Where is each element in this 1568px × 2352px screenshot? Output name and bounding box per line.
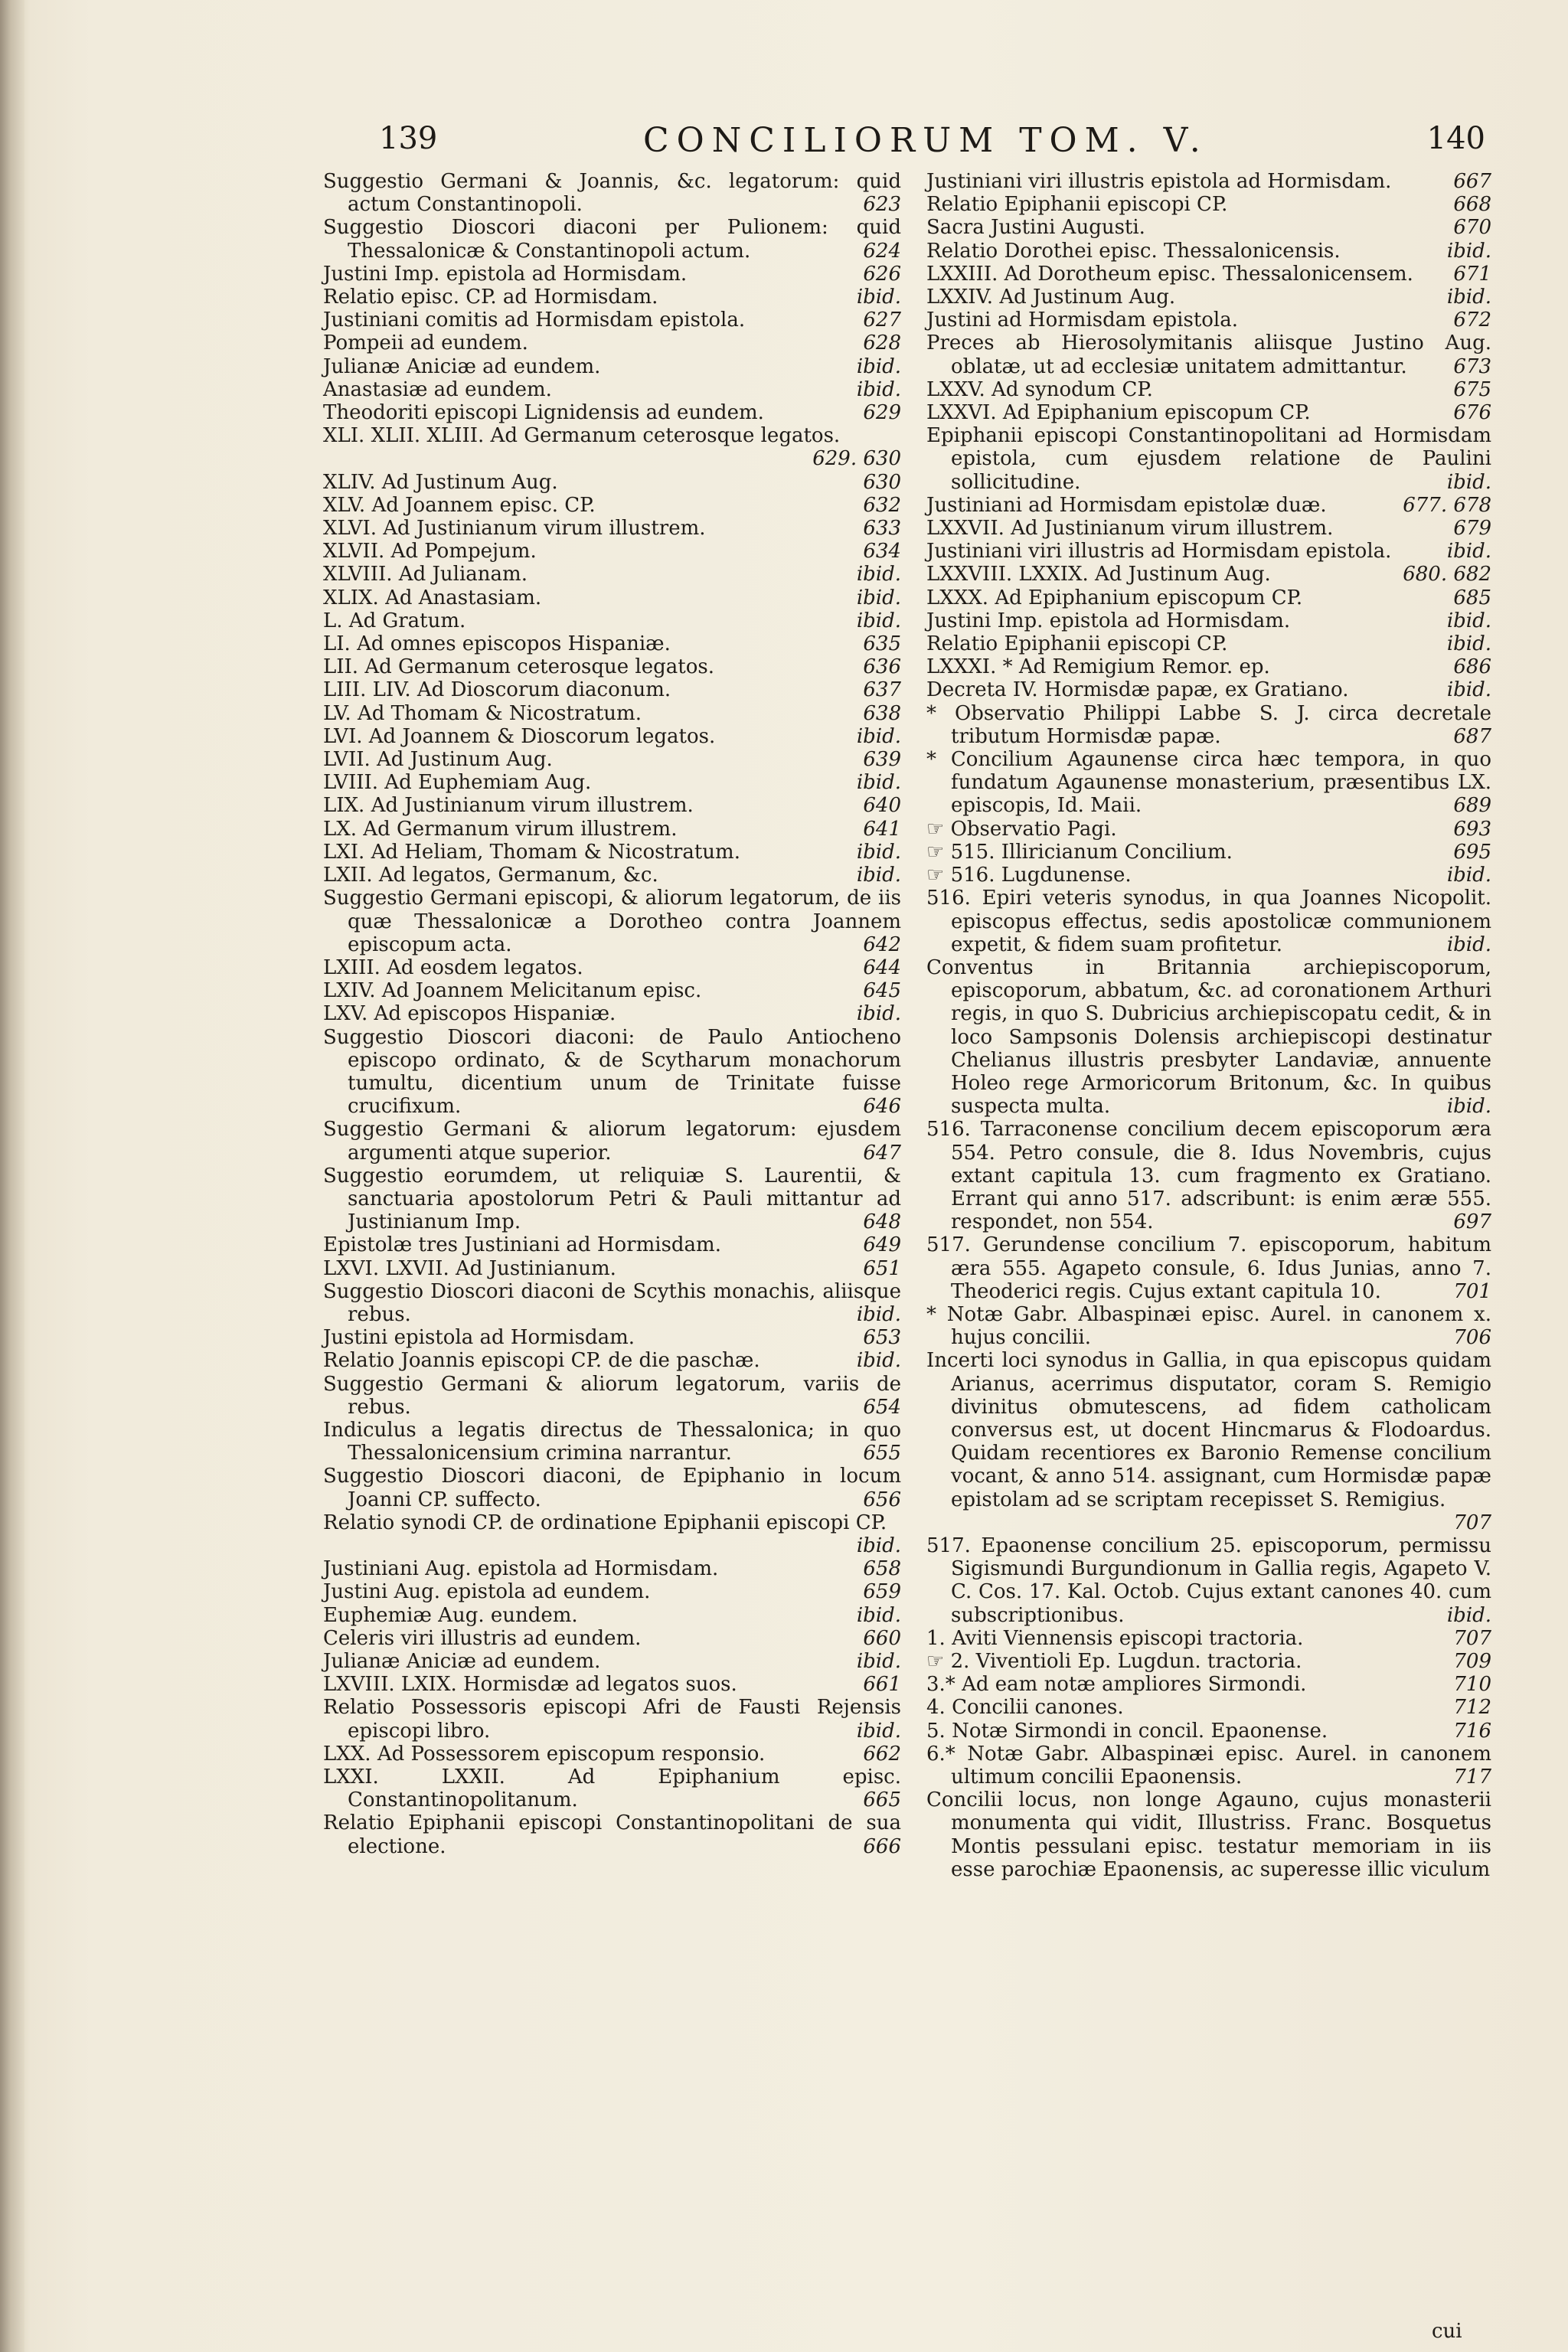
entry-text: Pompeii ad eundem. <box>323 332 528 355</box>
entry-text: Preces ab Hierosolymitanis aliisque Justino Aug. oblatæ, ut ad ecclesiæ unitatem admittantur. <box>926 332 1491 378</box>
entry-page-ref: 670 <box>1453 216 1491 240</box>
index-entry <box>323 586 901 609</box>
entry-page-ref: ibid. <box>856 1650 901 1673</box>
entry-text: LXVIII. LXIX. Hormisdæ ad legatos suos. <box>323 1673 737 1697</box>
entry-page-ref: 661 <box>863 1673 901 1697</box>
entry-page-ref: ibid. <box>856 1534 901 1557</box>
entry-page-ref: 677. 678 <box>1403 493 1491 517</box>
index-entry <box>323 1373 901 1419</box>
catchword: cui <box>1432 2320 1462 2343</box>
entry-page-ref: ibid. <box>856 771 901 795</box>
index-entry <box>926 424 1491 494</box>
entry-page-ref: 637 <box>863 678 901 702</box>
entry-text: LXXI. LXXII. Ad Epiphanium episc. Constantinopolitanum. <box>323 1766 901 1812</box>
index-entry <box>926 678 1491 701</box>
entry-text: LXXVIII. LXXIX. Ad Justinum Aug. <box>926 563 1271 586</box>
entry-text: 3.* Ad eam notæ ampliores Sirmondi. <box>926 1673 1307 1697</box>
index-entry <box>926 1233 1491 1303</box>
entry-text: LIX. Ad Justinianum virum illustrem. <box>323 794 694 818</box>
index-entry <box>323 818 901 841</box>
entry-page-ref: 639 <box>863 748 901 772</box>
index-entry <box>323 725 901 748</box>
entry-text: LIII. LIV. Ad Dioscorum diaconum. <box>323 678 671 702</box>
index-entry <box>323 1580 901 1603</box>
entry-page-ref: ibid. <box>1446 1603 1491 1627</box>
entry-page-ref: ibid. <box>856 1719 901 1743</box>
index-entry <box>926 632 1491 655</box>
entry-text: Justini Aug. epistola ad eundem. <box>323 1580 651 1604</box>
index-entry <box>926 240 1491 263</box>
entry-text: ☞ 2. Viventioli Ep. Lugdun. tractoria. <box>926 1650 1302 1673</box>
index-entry <box>926 332 1491 377</box>
entry-text: * Observatio Philippi Labbe S. J. circa decretale tributum Hormisdæ papæ. <box>926 701 1491 748</box>
entry-text: Epiphanii episcopi Constantinopolitani ad Hormisdam epistola, cum ejusdem relatione de Paulini sollicitudine. <box>926 424 1491 494</box>
index-entry <box>323 1627 901 1650</box>
index-entry <box>323 540 901 563</box>
entry-text: Relatio Dorothei episc. Thessalonicensis. <box>926 239 1341 263</box>
index-entry <box>323 309 901 332</box>
index-entry <box>926 586 1491 609</box>
entry-page-ref: 635 <box>863 632 901 656</box>
entry-text: LX. Ad Germanum virum illustrem. <box>323 817 678 841</box>
index-entry <box>323 1511 901 1557</box>
index-entry <box>926 702 1491 748</box>
entry-text: Suggestio Germani & Joannis, &c. legatorum: quid actum Constantinopoli. <box>323 170 901 217</box>
entry-text: Julianæ Aniciæ ad eundem. <box>323 354 601 378</box>
entry-page-ref: ibid. <box>856 840 901 864</box>
index-entry <box>926 818 1491 841</box>
entry-text: Relatio synodi CP. de ordinatione Epiphanii episcopi CP. <box>323 1511 887 1534</box>
entry-page-ref: 701 <box>1453 1279 1491 1303</box>
entry-page-ref: 668 <box>1453 193 1491 217</box>
entry-page-ref: 675 <box>1453 377 1491 401</box>
entry-text: Justiniani ad Hormisdam epistolæ duæ. <box>926 493 1327 517</box>
index-entry <box>323 378 901 401</box>
entry-text: Conventus in Britannia archiepiscoporum, episcoporum, abbatum, &c. ad coronationem Arthuri regis, in quo S. Dubricius archiepiscopatu cedit, & in loco Sampsonis Dolensis archiepiscopi destinatur Chelianus illustris presbyter Landaviæ, annuente Holeo rege Armoricorum Britonum, &c. In quibus suspecta multa. <box>926 956 1491 1119</box>
entry-page-ref: ibid. <box>856 1349 901 1373</box>
entry-page-ref: 641 <box>863 817 901 841</box>
index-entry <box>926 1696 1491 1719</box>
index-entry <box>323 1743 901 1766</box>
index-entry <box>926 170 1491 193</box>
index-entry <box>323 1165 901 1234</box>
entry-text: Relatio Epiphanii episcopi Constantinopolitani de sua electione. <box>323 1811 901 1858</box>
entry-text: LXX. Ad Possessorem episcopum responsio. <box>323 1742 766 1766</box>
entry-text: Suggestio Germani & aliorum legatorum: ejusdem argumenti atque superior. <box>323 1118 901 1165</box>
entry-text: XLVIII. Ad Julianam. <box>323 563 528 586</box>
entry-page-ref: 630 <box>863 470 901 494</box>
index-entry <box>323 216 901 262</box>
index-entry <box>926 655 1491 678</box>
entry-text: LXXIV. Ad Justinum Aug. <box>926 286 1176 309</box>
entry-page-ref: 656 <box>863 1488 901 1511</box>
entry-text: Relatio episc. CP. ad Hormisdam. <box>323 286 658 309</box>
entry-page-ref: 697 <box>1453 1210 1491 1234</box>
entry-text: LVII. Ad Justinum Aug. <box>323 748 553 772</box>
index-entry <box>926 609 1491 632</box>
entry-page-ref: 644 <box>863 956 901 979</box>
entry-text: Justini epistola ad Hormisdam. <box>323 1326 635 1350</box>
entry-text: Suggestio eorumdem, ut reliquiæ S. Laurentii, & sanctuaria apostolorum Petri & Pauli mittantur ad Justinianum Imp. <box>323 1164 901 1234</box>
entry-page-ref: 627 <box>863 309 901 332</box>
entry-page-ref: 626 <box>863 262 901 286</box>
entry-page-ref: 686 <box>1453 655 1491 679</box>
entry-text: Justiniani viri illustris epistola ad Hormisdam. <box>926 170 1392 193</box>
entry-text: XLIV. Ad Justinum Aug. <box>323 470 558 494</box>
entry-text: Incerti loci synodus in Gallia, in qua episcopus quidam Arianus, acerrimus disputator, coram S. Remigio divinitus obmutescens, ad fidem catholicam conversus est, ut docent Hincmarus & Flodoardus. Quidam recentiores ex Baronio Remense concilium vocant, & anno 514. assignant, cum Hormisdæ papæ epistolam ad se scriptam recepisset S. Remigius. <box>926 1349 1491 1511</box>
entry-text: L. Ad Gratum. <box>323 609 466 632</box>
index-entry <box>323 632 901 655</box>
index-entry <box>323 1257 901 1280</box>
entry-page-ref: ibid. <box>1446 678 1491 702</box>
entry-page-ref: 624 <box>863 239 901 263</box>
entry-page-ref: 634 <box>863 540 901 564</box>
index-entry <box>323 1326 901 1349</box>
entry-page-ref: ibid. <box>856 864 901 887</box>
index-entry <box>323 1118 901 1164</box>
entry-text: Relatio Possessoris episcopi Afri de Fausti Rejensis episcopi libro. <box>323 1696 901 1743</box>
entry-page-ref: 665 <box>863 1788 901 1812</box>
entry-text: Relatio Joannis episcopi CP. de die paschæ. <box>323 1349 760 1373</box>
entry-text: Justini ad Hormisdam epistola. <box>926 309 1239 332</box>
entry-text: Julianæ Aniciæ ad eundem. <box>323 1650 601 1673</box>
entry-page-ref: 662 <box>863 1742 901 1766</box>
index-entry <box>323 401 901 424</box>
entry-page-ref: 717 <box>1453 1766 1491 1789</box>
index-entry <box>926 401 1491 424</box>
index-entry <box>323 494 901 517</box>
entry-page-ref: ibid. <box>856 354 901 378</box>
entry-text: Sacra Justini Augusti. <box>926 216 1145 240</box>
page-header <box>337 121 1485 167</box>
entry-text: Justiniani comitis ad Hormisdam epistola. <box>323 309 746 332</box>
index-entry <box>323 517 901 540</box>
index-entry <box>323 1650 901 1673</box>
entry-page-ref: ibid. <box>1446 609 1491 632</box>
entry-page-ref: 632 <box>863 493 901 517</box>
entry-text: LVIII. Ad Euphemiam Aug. <box>323 771 592 795</box>
index-entry <box>926 864 1491 887</box>
index-entry <box>926 1673 1491 1696</box>
page-number-left: 139 <box>379 121 438 156</box>
entry-text: XLVII. Ad Pompejum. <box>323 540 537 564</box>
index-entry <box>926 193 1491 216</box>
entry-page-ref: 638 <box>863 701 901 725</box>
entry-text: LVI. Ad Joannem & Dioscorum legatos. <box>323 724 716 748</box>
entry-text: LXVI. LXVII. Ad Justinianum. <box>323 1256 616 1280</box>
entry-page-ref: 667 <box>1453 170 1491 193</box>
entry-text: Concilii locus, non longe Agauno, cujus monasterii monumenta qui vidit, Illustriss. Franc. Bosquetus Montis pessulani episc. testatur memoriam in iis esse parochiæ Epaonensis, ac superesse illic viculum <box>926 1788 1491 1881</box>
left-column <box>323 170 901 1858</box>
entry-page-ref: 653 <box>863 1326 901 1350</box>
entry-text: XLVI. Ad Justinianum virum illustrem. <box>323 517 706 541</box>
entry-text: 5. Notæ Sirmondi in concil. Epaonense. <box>926 1719 1328 1743</box>
entry-page-ref: ibid. <box>1446 864 1491 887</box>
entry-page-ref: 709 <box>1453 1650 1491 1673</box>
entry-page-ref: 672 <box>1453 309 1491 332</box>
entry-page-ref: 651 <box>863 1256 901 1280</box>
index-entry <box>323 771 901 794</box>
index-entry <box>926 1627 1491 1650</box>
entry-text: Relatio Epiphanii episcopi CP. <box>926 632 1228 656</box>
index-entry <box>323 748 901 771</box>
entry-page-ref: ibid. <box>856 586 901 609</box>
entry-text: Theodoriti episcopi Lignidensis ad eundem. <box>323 401 764 425</box>
entry-text: Suggestio Germani episcopi, & aliorum legatorum, de iis quæ Thessalonicæ a Dorotheo contra Joannem episcopum acta. <box>323 887 901 956</box>
index-entry <box>323 1233 901 1256</box>
index-entry <box>323 1002 901 1025</box>
entry-page-ref: 671 <box>1453 262 1491 286</box>
index-entry <box>926 540 1491 563</box>
entry-page-ref: 660 <box>863 1626 901 1650</box>
index-entry <box>323 1766 901 1811</box>
entry-text: Justini Imp. epistola ad Hormisdam. <box>323 262 688 286</box>
entry-text: Relatio Epiphanii episcopi CP. <box>926 193 1228 217</box>
index-entry <box>926 1349 1491 1534</box>
entry-text: LXXV. Ad synodum CP. <box>926 377 1153 401</box>
entry-page-ref: 712 <box>1453 1696 1491 1720</box>
entry-text: LXI. Ad Heliam, Thomam & Nicostratum. <box>323 840 740 864</box>
index-entry <box>926 887 1491 956</box>
entry-page-ref: 689 <box>1453 794 1491 818</box>
entry-page-ref: 636 <box>863 655 901 679</box>
entry-page-ref: 676 <box>1453 401 1491 425</box>
entry-text: LXXX. Ad Epiphanium episcopum CP. <box>926 586 1303 609</box>
index-entry <box>323 424 901 470</box>
entry-page-ref: 649 <box>863 1233 901 1257</box>
index-entry <box>323 1465 901 1511</box>
entry-text: Justiniani viri illustris ad Hormisdam epistola. <box>926 540 1392 564</box>
entry-page-ref: 642 <box>863 933 901 956</box>
entry-page-ref: 693 <box>1453 817 1491 841</box>
entry-page-ref: 706 <box>1453 1326 1491 1350</box>
entry-page-ref: 633 <box>863 517 901 541</box>
entry-text: ☞ Observatio Pagi. <box>926 817 1117 841</box>
entry-page-ref: ibid. <box>856 724 901 748</box>
entry-text: Epistolæ tres Justiniani ad Hormisdam. <box>323 1233 721 1257</box>
entry-page-ref: ibid. <box>856 1603 901 1627</box>
entry-page-ref: 707 <box>1453 1511 1491 1534</box>
entry-text: 516. Tarraconense concilium decem episcoporum æra 554. Petro consule, die 8. Idus Novembris, cujus extant capitula 13. cum fragmento ex Gratiano. Errant qui anno 517. adscribunt: is enim æræ 555. respondet, non 554. <box>926 1118 1491 1234</box>
entry-text: * Notæ Gabr. Albaspinæi episc. Aurel. in canonem x. hujus concilii. <box>926 1302 1491 1350</box>
entry-page-ref: ibid. <box>1446 933 1491 956</box>
entry-page-ref: ibid. <box>856 1302 901 1326</box>
page-number-right: 140 <box>1426 121 1485 156</box>
entry-page-ref: ibid. <box>1446 286 1491 309</box>
index-entry <box>926 1534 1491 1627</box>
entry-text: Suggestio Dioscori diaconi: de Paulo Antiocheno episcopo ordinato, & de Scytharum monachorum tumultu, dicentium unum de Trinitate fuisse crucifixum. <box>323 1025 901 1119</box>
entry-page-ref: 658 <box>863 1557 901 1581</box>
entry-text: 6.* Notæ Gabr. Albaspinæi episc. Aurel. in canonem ultimum concilii Epaonensis. <box>926 1742 1491 1789</box>
index-entry <box>323 1026 901 1119</box>
entry-page-ref: 629 <box>863 401 901 425</box>
index-entry <box>323 332 901 354</box>
index-entry <box>323 979 901 1002</box>
index-entry <box>323 1280 901 1326</box>
index-entry <box>323 841 901 864</box>
entry-text: XLV. Ad Joannem episc. CP. <box>323 493 596 517</box>
entry-text: XLI. XLII. XLIII. Ad Germanum ceterosque legatos. <box>323 424 841 448</box>
entry-text: Euphemiæ Aug. eundem. <box>323 1603 578 1627</box>
entry-text: ☞ 516. Lugdunense. <box>926 864 1132 887</box>
right-column <box>926 170 1491 1881</box>
entry-page-ref: 646 <box>863 1095 901 1119</box>
index-entry <box>926 748 1491 818</box>
index-entry <box>323 286 901 309</box>
index-entry <box>926 1650 1491 1673</box>
entry-page-ref: ibid. <box>856 377 901 401</box>
index-entry <box>323 1419 901 1465</box>
entry-page-ref: 673 <box>1453 354 1491 378</box>
index-entry <box>926 563 1491 586</box>
index-entry <box>323 471 901 494</box>
entry-text: 516. Epiri veteris synodus, in qua Joannes Nicopolit. episcopus effectus, sedis apostolicæ communionem expetit, & fidem suam profitetur. <box>926 887 1491 956</box>
entry-page-ref: ibid. <box>856 1002 901 1026</box>
index-entry <box>926 263 1491 286</box>
book-spine <box>0 0 24 2352</box>
running-title: CONCILIORUM TOM. V. <box>643 121 1208 160</box>
entry-page-ref: 623 <box>863 193 901 217</box>
entry-text: Suggestio Germani & aliorum legatorum, variis de rebus. <box>323 1372 901 1419</box>
index-entry <box>926 1788 1491 1881</box>
index-entry <box>323 702 901 725</box>
index-entry <box>926 841 1491 864</box>
entry-text: LXXVII. Ad Justinianum virum illustrem. <box>926 517 1334 541</box>
index-entry <box>323 1604 901 1627</box>
entry-text: LI. Ad omnes episcopos Hispaniæ. <box>323 632 671 656</box>
entry-text: XLIX. Ad Anastasiam. <box>323 586 542 609</box>
index-entry <box>323 609 901 632</box>
entry-text: LXXIII. Ad Dorotheum episc. Thessalonicensem. <box>926 262 1413 286</box>
entry-text: Decreta IV. Hormisdæ papæ, ex Gratiano. <box>926 678 1349 702</box>
entry-text: Suggestio Dioscori diaconi per Pulionem: quid Thessalonicæ & Constantinopoli actum. <box>323 216 901 263</box>
entry-page-ref: ibid. <box>856 609 901 632</box>
entry-text: LXIV. Ad Joannem Melicitanum episc. <box>323 979 702 1003</box>
index-entry <box>926 517 1491 540</box>
entry-text: 517. Epaonense concilium 25. episcoporum, permissu Sigismundi Burgundionum in Gallia regis, Agapeto V. C. Cos. 17. Kal. Octob. Cujus extant canones 40. cum subscriptionibus. <box>926 1534 1491 1627</box>
index-entry <box>926 494 1491 517</box>
entry-text: Indiculus a legatis directus de Thessalonica; in quo Thessalonicensium crimina narrantur. <box>323 1418 901 1465</box>
entry-text: LXII. Ad legatos, Germanum, &c. <box>323 864 658 887</box>
entry-text: 4. Concilii canones. <box>926 1696 1124 1720</box>
entry-text: LXXXI. * Ad Remigium Remor. ep. <box>926 655 1270 679</box>
index-entry <box>323 678 901 701</box>
entry-page-ref: 707 <box>1453 1626 1491 1650</box>
entry-page-ref: 685 <box>1453 586 1491 609</box>
entry-page-ref: 645 <box>863 979 901 1003</box>
entry-page-ref: 710 <box>1453 1673 1491 1697</box>
index-entry <box>323 1349 901 1372</box>
index-entry <box>323 1696 901 1742</box>
entry-page-ref: 654 <box>863 1395 901 1419</box>
entry-text: Anastasiæ ad eundem. <box>323 377 552 401</box>
entry-text: LV. Ad Thomam & Nicostratum. <box>323 701 642 725</box>
index-entry <box>926 1303 1491 1349</box>
entry-page-ref: ibid. <box>1446 239 1491 263</box>
entry-page-ref: 695 <box>1453 840 1491 864</box>
entry-page-ref: 687 <box>1453 724 1491 748</box>
entry-text: LXIII. Ad eosdem legatos. <box>323 956 583 979</box>
index-entry <box>926 1720 1491 1743</box>
entry-page-ref: 666 <box>863 1834 901 1858</box>
entry-text: 1. Aviti Viennensis episcopi tractoria. <box>926 1626 1304 1650</box>
index-entry <box>323 887 901 956</box>
index-entry <box>926 309 1491 332</box>
entry-text: 517. Gerundense concilium 7. episcoporum, habitum æra 555. Agapeto consule, 6. Idus Junias, anno 7. Theoderici regis. Cujus extant capitula 10. <box>926 1233 1491 1303</box>
entry-page-ref: 655 <box>863 1442 901 1465</box>
index-entry <box>323 1811 901 1857</box>
entry-page-ref: 628 <box>863 332 901 355</box>
entry-page-ref: 629. 630 <box>812 447 901 471</box>
index-entry <box>926 216 1491 239</box>
entry-text: Justini Imp. epistola ad Hormisdam. <box>926 609 1291 632</box>
entry-page-ref: 659 <box>863 1580 901 1604</box>
index-entry <box>323 263 901 286</box>
index-entry <box>323 794 901 817</box>
entry-text: ☞ 515. Illiricianum Concilium. <box>926 840 1233 864</box>
entry-page-ref: 648 <box>863 1210 901 1234</box>
entry-text: Celeris viri illustris ad eundem. <box>323 1626 642 1650</box>
entry-text: Suggestio Dioscori diaconi, de Epiphanio in locum Joanni CP. suffecto. <box>323 1465 901 1511</box>
index-entry <box>926 1118 1491 1233</box>
index-entry <box>323 956 901 979</box>
entry-page-ref: ibid. <box>1446 632 1491 656</box>
index-entry <box>926 378 1491 401</box>
entry-page-ref: 679 <box>1453 517 1491 541</box>
entry-text: Justiniani Aug. epistola ad Hormisdam. <box>323 1557 719 1581</box>
entry-text: LXXVI. Ad Epiphanium episcopum CP. <box>926 401 1311 425</box>
entry-page-ref: 647 <box>863 1141 901 1165</box>
entry-text: LXV. Ad episcopos Hispaniæ. <box>323 1002 616 1026</box>
index-entry <box>323 864 901 887</box>
index-entry <box>323 1673 901 1696</box>
entry-page-ref: 640 <box>863 794 901 818</box>
index-entry <box>323 355 901 378</box>
entry-text: LII. Ad Germanum ceterosque legatos. <box>323 655 714 679</box>
index-entry <box>926 286 1491 309</box>
entry-page-ref: ibid. <box>856 563 901 586</box>
entry-page-ref: ibid. <box>1446 1095 1491 1119</box>
entry-page-ref: ibid. <box>856 286 901 309</box>
index-entry <box>323 170 901 216</box>
index-entry <box>323 563 901 586</box>
index-entry <box>323 1557 901 1580</box>
entry-text: * Concilium Agaunense circa hæc tempora, in quo fundatum Agaunense monasterium, præsentibus LX. episcopis, Id. Maii. <box>926 748 1491 818</box>
index-entry <box>323 655 901 678</box>
entry-page-ref: ibid. <box>1446 540 1491 564</box>
entry-page-ref: 716 <box>1453 1719 1491 1743</box>
entry-page-ref: ibid. <box>1446 470 1491 494</box>
index-entry <box>926 1743 1491 1788</box>
entry-page-ref: 680. 682 <box>1403 563 1491 586</box>
index-entry <box>926 956 1491 1118</box>
entry-text: Suggestio Dioscori diaconi de Scythis monachis, aliisque rebus. <box>323 1279 901 1326</box>
